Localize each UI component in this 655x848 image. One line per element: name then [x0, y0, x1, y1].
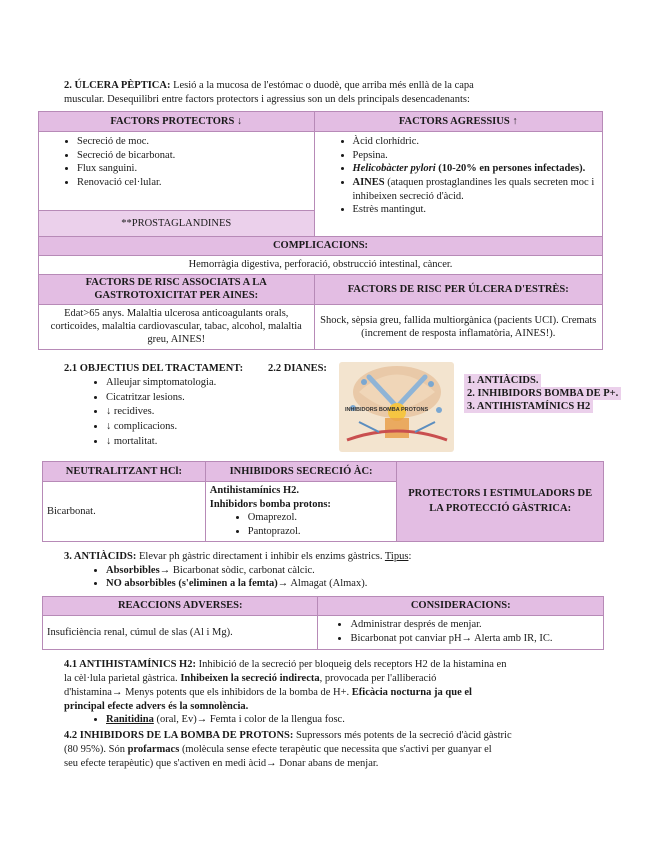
header-neutralize: NEUTRALITZANT HCl: [43, 462, 206, 482]
list-item: • ↓ mortalitat. [106, 435, 264, 450]
list-item: • Estrès mantingut. [353, 203, 598, 217]
target-item: 3. ANTIHISTAMÍNICS H2 [464, 400, 593, 413]
header-protectors: FACTORS PROTECTORS ↓ [39, 112, 315, 132]
list-item: • Bicarbonat pot canviar pH→ Alerta amb IR, IC. [350, 632, 599, 646]
inhibitors-cell: Antihistamínics H2. Inhibidors bomba protons: • Omaprezol. • Pantoprazol. [205, 482, 397, 542]
risk-aines-text: Edat>65 anys. Malaltia ulcerosa anticoagulants orals, corticoides, malaltia cardiovascular, tabac, alcohol, malaltia greu, AINES! [39, 305, 315, 349]
list-item: • Secreció de moc. [77, 135, 310, 149]
list-item: • Alleujar simptomatologia. [106, 376, 264, 391]
section-4-1: 4.1 ANTIHISTAMÍNICS H2: Inhibició de la secreció per bloqueig dels receptors H2 de la histamina en la cèl·lula parietal gàstrica. Inhibeixen la secreció indirecta, provocada per l'alliberació d'histamina→ Menys potents que els inhibidors de la bomba de H+. Eficàcia nocturna ja que el principal efecte advers és la somnolència. • Ranitidina (oral, Ev)→ Femta i color de la llengua fosc. [64, 658, 604, 727]
stomach-diagram [339, 362, 454, 452]
header-aggressive: FACTORS AGRESSIUS ↑ [314, 112, 602, 132]
section-4-2: 4.2 INHIBIDORS DE LA BOMBA DE PROTONS: Supressors més potents de la secreció d'àcid gàstric (80 95%). Són profarmacs (molècula sense efecte terapèutic que necessita que s'activi per guanyar el seu efecte terapèutic) que s'activen en medi àcid→ Donar abans de menjar. [64, 730, 512, 769]
list-item: • ↓ recidives. [106, 405, 264, 420]
adverse-cell: Insuficiència renal, cúmul de slas (Al i Mg). [43, 616, 318, 650]
section-4-1-title: 4.1 ANTIHISTAMÍNICS H2: [64, 659, 196, 670]
list-item: • Ranitidina (oral, Ev)→ Femta i color de la llengua fosc. [106, 713, 604, 727]
section-3: 3. ANTIÀCIDS: Elevar ph gàstric directament i inhibir els enzims gàstrics. Tipus: • Absorbibles→ Bicarbonat sòdic, carbonat càlcic. • NO absorbibles (s'eliminen a la femta)→ Almagat (Almax). [64, 550, 604, 591]
neutralize-cell: Bicarbonat. [43, 482, 206, 542]
objectives-list [64, 376, 264, 451]
header-inhibitors: INHIBIDORS SECRECIÓ ÀC: [205, 462, 397, 482]
header-adverse: REACCIONS ADVERSES: [43, 597, 318, 616]
list-item: • Administrar després de menjar. [350, 618, 599, 632]
aggressive-list [331, 135, 598, 217]
ppi-list [210, 511, 393, 538]
risk-stress-text: Shock, sèpsia greu, fallida multiorgànica (pacients UCI). Cremats (increment de resposta inflamatòria, AINES!). [314, 305, 602, 349]
list-item: • Helicobàcter pylori (10-20% en persones infectades). [353, 162, 598, 176]
list-item: • NO absorbibles (s'eliminen a la femta)→ Almagat (Almax). [106, 577, 604, 591]
h2-list [64, 713, 604, 727]
list-item: • Renovació cel·lular. [77, 176, 310, 190]
list-item: • ↓ complicacions. [106, 420, 264, 435]
list-item: • Absorbibles→ Bicarbonat sòdic, carbonat càlcic. [106, 564, 604, 578]
stomach-illustration [339, 362, 454, 452]
considerations-cell [318, 616, 604, 650]
section-2-intro: 2. ÚLCERA PÈPTICA: Lesió a la mucosa de l'estómac o duodè, que arriba més enllà de la capa muscular. Desequilibri entre factors protectors i agressius son un dels principals desencadenants: [64, 80, 474, 105]
header-protectors-stimulators: PROTECTORS I ESTIMULADORS DE LA PROTECCIÓ GÀSTRICA: [397, 462, 604, 542]
list-item: • Omaprezol. [248, 511, 393, 525]
diagram-label: INHIBIDORS BOMBA PROTONS [345, 407, 429, 413]
prostaglandines-cell: **PROSTAGLANDINES [39, 210, 314, 236]
treatment-table [42, 461, 604, 542]
header-risk-aines: FACTORS DE RISC ASSOCIATS A LA GASTROTOXICITAT PER AINES: [39, 275, 315, 305]
list-item: • Pepsina. [353, 149, 598, 163]
section-3-title: 3. ANTIÀCIDS: [64, 551, 137, 562]
list-item: • AINES (ataquen prostaglandines les quals secreten moc i inhibeixen secreció d'àcid. [353, 176, 598, 203]
header-complications: COMPLICACIONS: [39, 237, 603, 256]
considerations-list [328, 618, 599, 645]
target-item: 1. ANTIÀCIDS. [464, 374, 541, 387]
section-2-1-title: 2.1 OBJECTIUS DEL TRACTAMENT: [64, 363, 244, 374]
section-2-title: 2. ÚLCERA PÈPTICA: [64, 80, 171, 91]
header-considerations: CONSIDERACIONS: [318, 597, 604, 616]
header-risk-stress: FACTORS DE RISC PER ÚLCERA D'ESTRÈS: [314, 275, 602, 305]
list-item: • Pantoprazol. [248, 525, 393, 539]
targets-list [464, 374, 621, 413]
list-item: • Cicatritzar lesions. [106, 391, 264, 406]
list-item: • Flux sanguini. [77, 162, 310, 176]
antacids-list [64, 564, 604, 591]
complications-text: Hemorràgia digestiva, perforació, obstrucció intestinal, càncer. [39, 256, 603, 275]
protectors-list [55, 135, 310, 190]
antacids-table [42, 596, 604, 650]
factors-table [38, 111, 603, 350]
list-item: • Àcid clorhídric. [353, 135, 598, 149]
list-item: • Secreció de bicarbonat. [77, 149, 310, 163]
section-2-1 [64, 362, 264, 450]
target-item: 2. INHIBIDORS BOMBA DE P+. [464, 387, 621, 400]
section-4-2-title: 4.2 INHIBIDORS DE LA BOMBA DE PROTONS: [64, 730, 294, 741]
section-2-2-title: 2.2 DIANES: [268, 363, 327, 374]
